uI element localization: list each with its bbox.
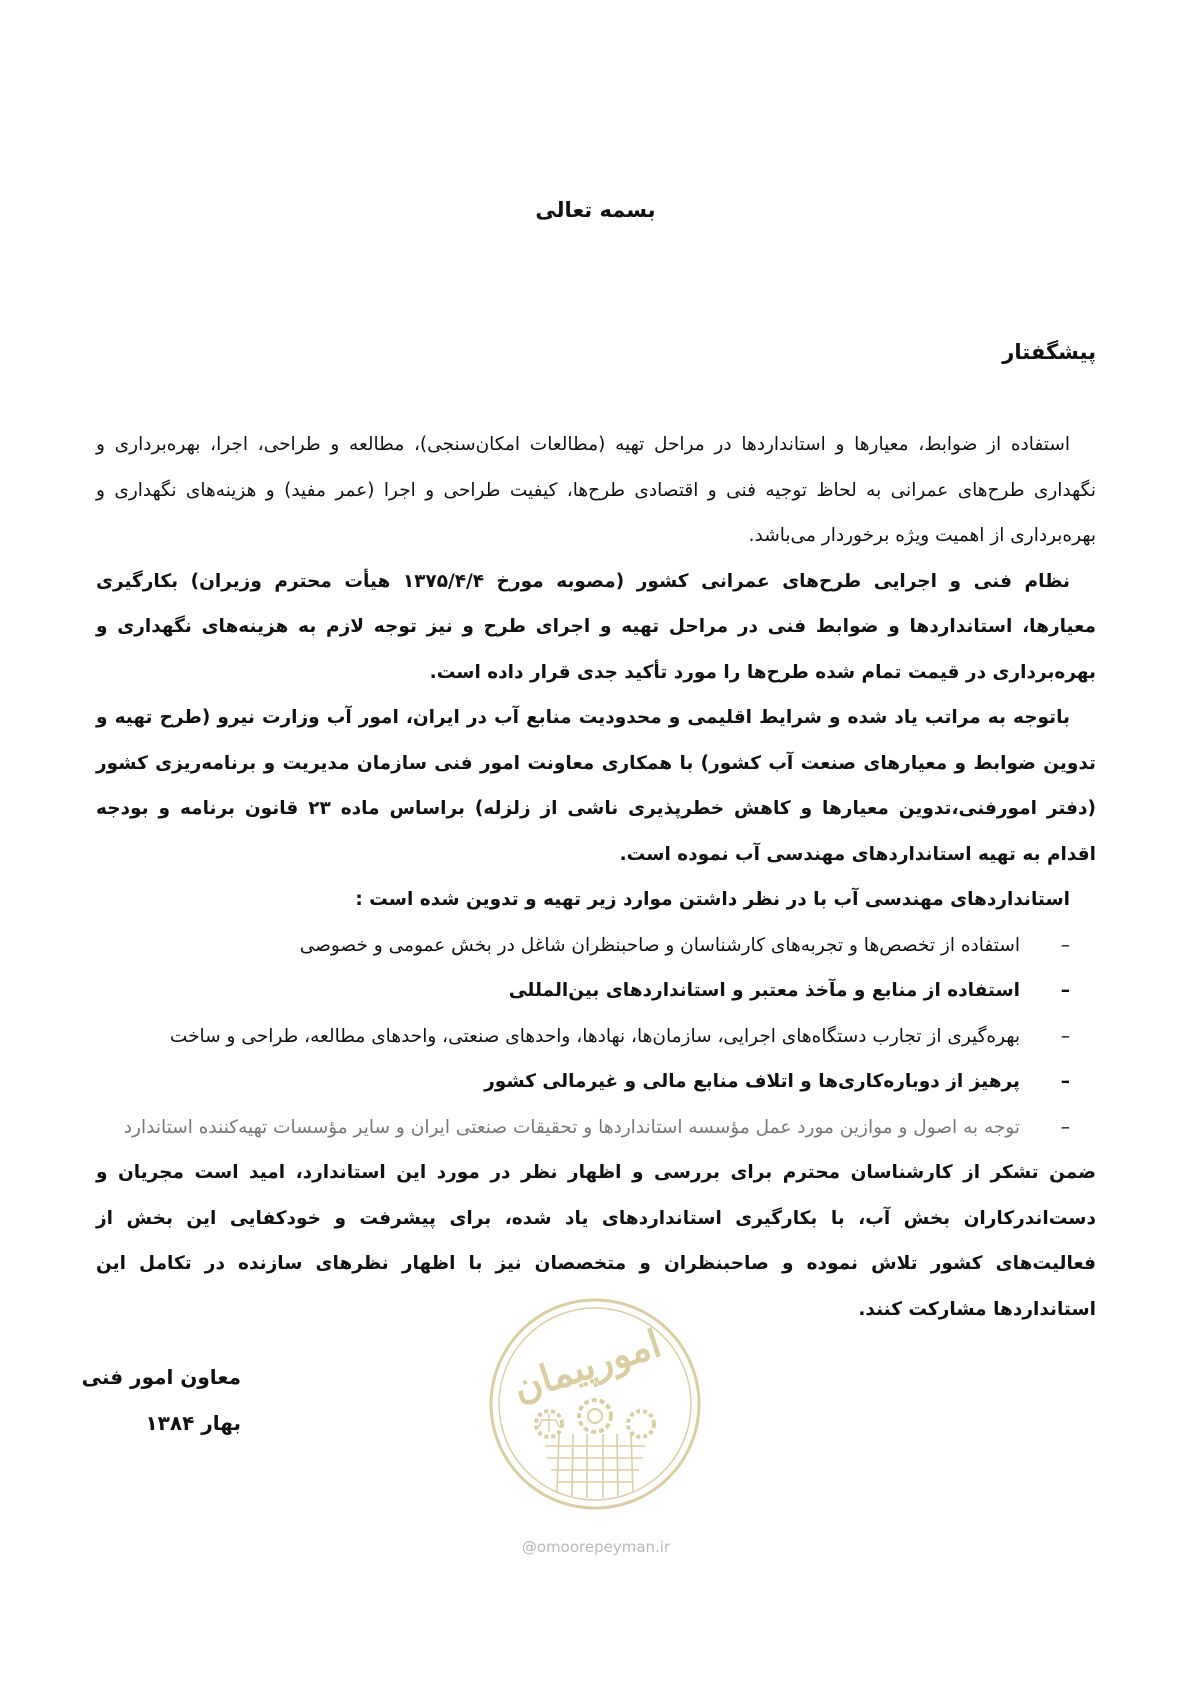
paragraph-1: استفاده از ضوابط، معیارها و استانداردها در مراحل تهیه (مطالعات امکان‌سنجی)، مطالعه و طراحی، اجرا، بهره‌برداری و نگهداری طرح‌های عمرانی به لحاظ توجیه فنی و اقتصادی طرح‌ها، کیفیت طراحی و اجرا (عمر مفید) و هزینه‌های نگهداری و بهره‌برداری از اهمیت ویژه برخوردار می‌باشد. [96, 434, 1096, 546]
bullet-dash: – [1060, 1025, 1070, 1047]
list-item [96, 1059, 1070, 1105]
bullet-dash: – [1060, 934, 1070, 956]
signature-block [82, 1354, 241, 1446]
bullet-list [96, 923, 1096, 1151]
basmala-heading: بسمه تعالی [535, 198, 656, 222]
watermark-seal [487, 1296, 703, 1512]
paragraph-3: باتوجه به مراتب یاد شده و شرایط اقلیمی و محدودیت منابع آب در ایران، امور آب وزارت نیرو (طرح تهیه و تدوین ضوابط و معیارهای صنعت آب کشور) با همکاری معاونت امور فنی سازمان مدیریت و برنامه‌ریزی کشور (دفتر امورفنی،تدوین معیارها و کاهش خطرپذیری ناشی از زلزله) براساس ماده ۲۳ قانون برنامه و بودجه اقدام به تهیه استانداردهای مهندسی آب نموده است. [96, 707, 1096, 865]
bullet-text: استفاده از منابع و مآخذ معتبر و استانداردهای بین‌المللی [508, 980, 1020, 1001]
bullet-dash: – [1060, 1116, 1070, 1138]
list-item [96, 968, 1070, 1014]
bullet-text: استفاده از تخصص‌ها و تجربه‌های کارشناسان و صاحبنظران شاغل در بخش عمومی و خصوصی [299, 934, 1020, 956]
bullet-text: توجه به اصول و موازین مورد عمل مؤسسه استانداردها و تحقیقات صنعتی ایران و سایر مؤسسات تهیه‌کننده استاندارد [123, 1116, 1020, 1138]
seal-url: @omoorepeyman.ir [521, 1538, 671, 1556]
paragraph-2: نظام فنی و اجرایی طرح‌های عمرانی کشور (مصوبه مورخ ۱۳۷۵/۴/۴ هیأت محترم وزیران) بکارگیری معیارها، استانداردها و ضوابط فنی در مراحل تهیه و اجرای طرح و نیز توجه لازم به هزینه‌های نگهداری و بهره‌برداری در قیمت تمام شده طرح‌ها را مورد تأکید جدی قرار داده است. [96, 570, 1096, 683]
seal-logo-text: امورپیمان [507, 1320, 667, 1411]
list-item [96, 923, 1070, 969]
bullet-text: بهره‌گیری از تجارب دستگاه‌های اجرایی، سازمان‌ها، نهادها، واحدهای صنعتی، واحدهای مطالعه، طراحی و ساخت [169, 1025, 1020, 1047]
paragraph-5: ضمن تشکر از کارشناسان محترم برای بررسی و اظهار نظر در مورد این استاندارد، امید است مجریان و دست‌اندرکاران بخش آب، با بکارگیری استانداردهای یاد شده، برای پیشرفت و خودکفایی این بخش از فعالیت‌های کشور تلاش نموده و صاحبنظران و متخصصان نیز با اظهار نظرهای سازنده در تکامل این استانداردها مشارکت کنند. [96, 1162, 1096, 1320]
preface-heading: پیشگفتار [1002, 340, 1096, 364]
signature-title: معاون امور فنی [81, 1365, 241, 1389]
signature-date: بهار ۱۳۸۴ [145, 1411, 241, 1435]
bullet-dash: – [1060, 1071, 1070, 1092]
bullet-dash: – [1060, 980, 1070, 1001]
preface-body [96, 422, 1096, 1332]
bullet-text: پرهیز از دوباره‌کاری‌ها و اتلاف منابع مالی و غیرمالی کشور [484, 1071, 1020, 1092]
paragraph-4: استانداردهای مهندسی آب با در نظر داشتن موارد زیر تهیه و تدوین شده است : [355, 889, 1070, 910]
list-item [96, 1014, 1070, 1060]
list-item [96, 1105, 1070, 1151]
